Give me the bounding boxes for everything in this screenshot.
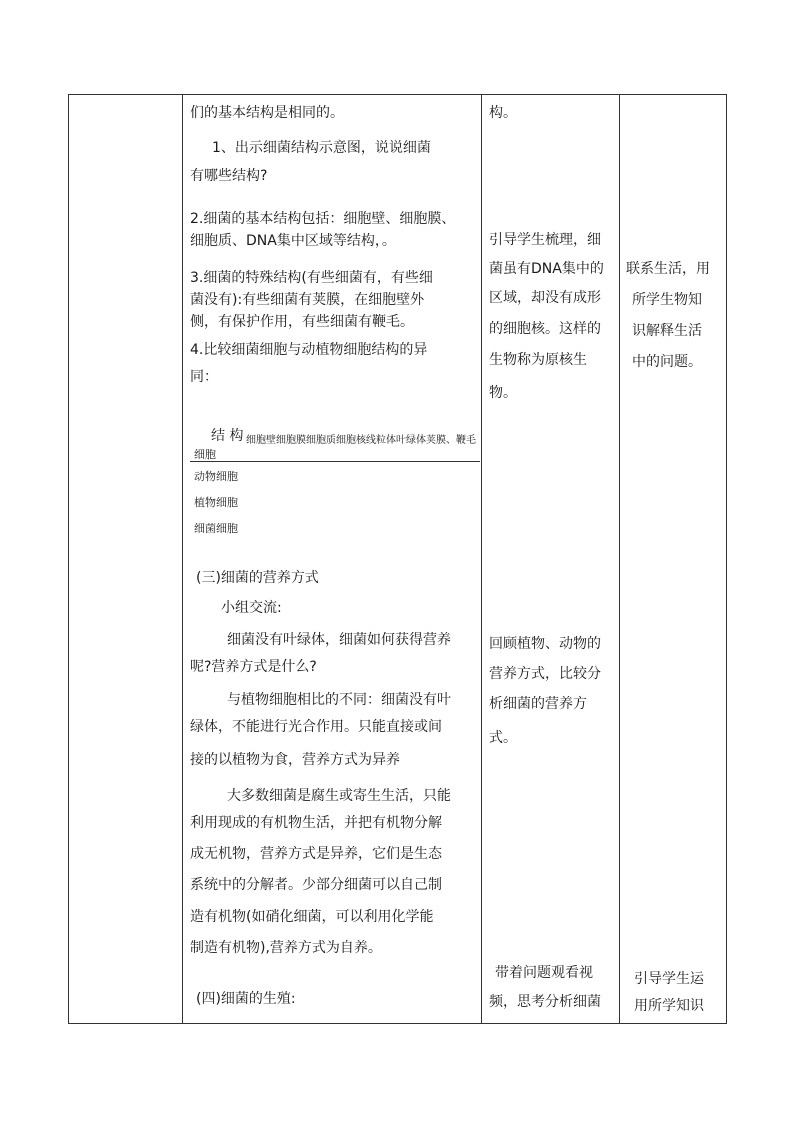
column-divider-2: [481, 94, 482, 1024]
content-line: 系统中的分解者。少部分细菌可以自己制: [190, 877, 442, 893]
activity-line: 生物称为原核生: [489, 352, 587, 368]
content-line: 接的以植物为食，营养方式为异养: [190, 752, 400, 768]
column-divider-3: [619, 94, 620, 1024]
question-line: 有哪些结构?: [190, 168, 268, 184]
content-line: 呢?营养方式是什么?: [190, 659, 317, 675]
intent-line: 用所学知识: [634, 998, 704, 1014]
column-divider-1: [182, 94, 183, 1024]
compare-prompt-line: 4.比较细菌细胞与动植物细胞结构的异: [190, 342, 428, 358]
content-line: 利用现成的有机物生活，并把有机物分解: [190, 815, 442, 831]
activity-line: 营养方式，比较分: [489, 666, 601, 682]
compare-corner-label: 细胞: [194, 448, 216, 461]
special-structure-line: 侧，有保护作用，有些细菌有鞭毛。: [190, 314, 414, 330]
content-line: 制造有机物),营养方式为自养。: [190, 940, 382, 956]
activity-line: 式。: [489, 730, 517, 746]
compare-row-label: 植物细胞: [194, 496, 238, 509]
compare-prompt-line: 同：: [190, 369, 218, 385]
content-line: 大多数细菌是腐生或寄生生活，只能: [227, 788, 451, 804]
intent-line: 引导学生运: [634, 971, 704, 987]
compare-row-label: 动物细胞: [194, 470, 238, 483]
content-line: 绿体，不能进行光合作用。只能直接或间: [190, 719, 442, 735]
content-line: 成无机物，营养方式是异养，它们是生态: [190, 846, 442, 862]
question-line: 1、出示细菌结构示意图，说说细菌: [212, 140, 431, 156]
activity-line: 频，思考分析细菌: [489, 994, 601, 1010]
compare-header-divider: [190, 461, 480, 462]
activity-line: 回顾植物、动物的: [489, 636, 601, 652]
table-top-border: [68, 94, 727, 95]
compare-header-columns: 细胞壁细胞膜细胞质细胞核线粒体叶绿体荚膜、鞭毛: [246, 435, 476, 446]
section-heading: (三)细菌的营养方式: [196, 570, 319, 586]
special-structure-line: 3.细菌的特殊结构(有些细菌有，有些细: [190, 270, 433, 286]
activity-line: 引导学生梳理，细: [489, 232, 601, 248]
compare-row-label: 细菌细胞: [194, 522, 238, 535]
activity-line: 构。: [489, 105, 517, 121]
intent-line: 中的问题。: [632, 354, 702, 370]
activity-line: 区域，却没有成形: [489, 290, 601, 306]
special-structure-line: 菌没有):有些细菌有荚膜，在细胞壁外: [190, 292, 425, 308]
activity-line: 带着问题观看视: [495, 965, 593, 981]
intent-line: 识解释生活: [632, 323, 702, 339]
table-left-border: [68, 94, 69, 1024]
basic-structure-line: 细胞质、DNA集中区域等结构，。: [190, 233, 396, 249]
activity-line: 物。: [489, 385, 517, 401]
table-right-border: [726, 94, 727, 1024]
compare-header-label: 结 构: [211, 428, 244, 444]
activity-line: 的细胞核。这样的: [489, 321, 601, 337]
content-line: 与植物细胞相比的不同：细菌没有叶: [227, 692, 451, 708]
activity-line: 析细菌的营养方: [489, 696, 587, 712]
content-line: 们的基本结构是相同的。: [190, 105, 344, 121]
intent-line: 联系生活，用: [626, 261, 710, 277]
intent-line: 所学生物知: [632, 292, 702, 308]
table-bottom-border: [68, 1023, 727, 1024]
section-heading: (四)细菌的生殖:: [196, 991, 296, 1007]
activity-line: 菌虽有DNA集中的: [489, 261, 604, 277]
basic-structure-line: 2.细菌的基本结构包括：细胞壁、细胞膜、: [190, 211, 456, 227]
content-line: 细菌没有叶绿体，细菌如何获得营养: [227, 632, 451, 648]
content-line: 小组交流:: [221, 600, 282, 616]
content-line: 造有机物(如硝化细菌，可以利用化学能: [190, 909, 434, 925]
